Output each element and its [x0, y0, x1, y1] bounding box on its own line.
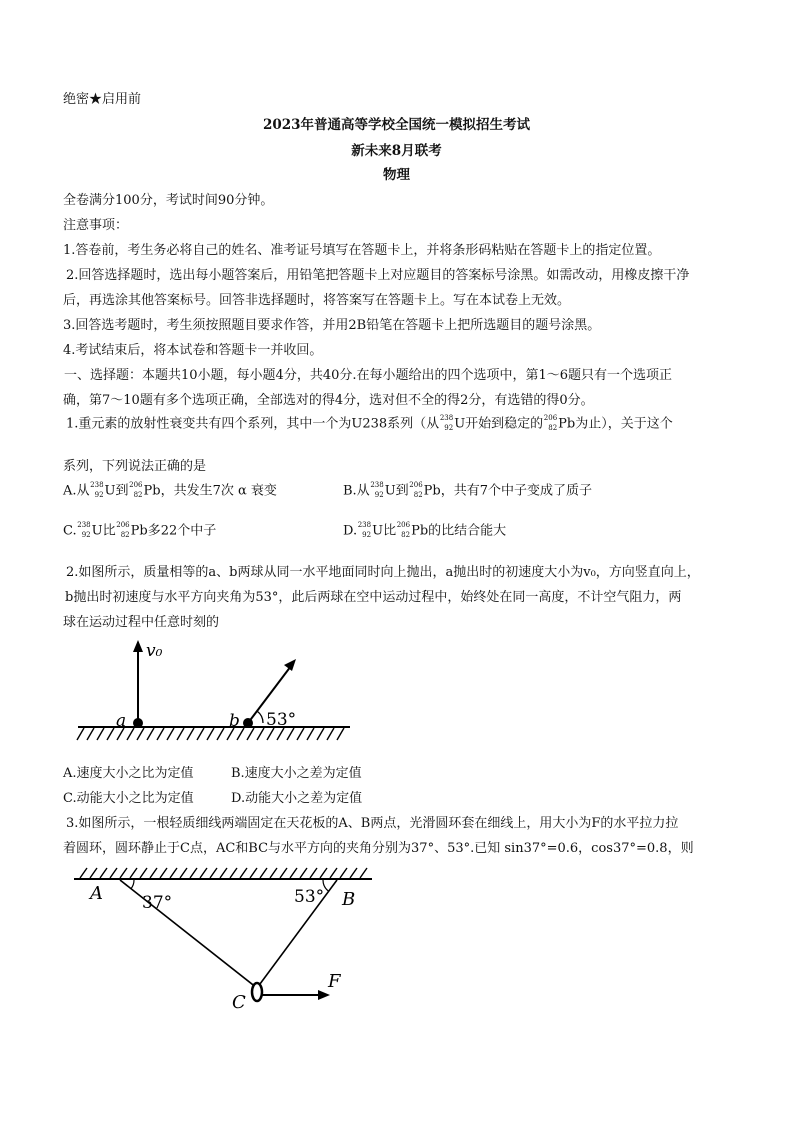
q3-stem-cont: 着圆环，圆环静止于C点，AC和BC与水平方向的夹角分别为37°、53°.已知 sin37°=0.6，cos37°=0.8，则: [63, 841, 694, 856]
label-F: F: [328, 971, 341, 992]
notes-title: 注意事项：: [63, 218, 129, 233]
q1-stem-cont: 系列，下列说法正确的是: [63, 459, 207, 474]
angle-53-label: 53°: [266, 710, 297, 730]
label-C: C: [232, 992, 246, 1013]
q2-option-c: C.动能大小之比为定值: [63, 791, 194, 806]
ceiling-hatching: [80, 868, 367, 878]
string-ac: [120, 880, 257, 988]
nuclide-u238: 238 92: [439, 414, 454, 432]
section-heading: 一、选择题：本题共10小题，每小题4分，共40分.在每小题给出的四个选项中，第1～6题只有一个选项正: [64, 368, 673, 383]
angle-37-label: 37°: [142, 893, 173, 913]
exam-subject: 物理: [383, 167, 410, 183]
q1-option-c: C. 238 92 U比 206 82 Pb多22个中子: [63, 521, 217, 539]
q2-stem: 2.如图所示，质量相等的a、b两球从同一水平地面同时向上抛出，a抛出时的初速度大小为v₀，方向竖直向上，: [66, 565, 700, 580]
q1-option-d: D. 238 92 U比 206 82 Pb的比结合能大: [343, 521, 507, 539]
score-info: 全卷满分100分，考试时间90分钟。: [63, 193, 274, 208]
nuclide-pb206: 206 82: [543, 414, 558, 432]
q2-stem-cont2: 球在运动过程中任意时刻的: [63, 615, 220, 630]
q2-option-b: B.速度大小之差为定值: [231, 766, 362, 781]
note-2-cont: 后，再选涂其他答案标号。回答非选择题时，将答案写在答题卡上。写在本试卷上无效。: [63, 293, 571, 308]
q2-option-d: D.动能大小之差为定值: [231, 791, 363, 806]
q2-option-a: A.速度大小之比为定值: [63, 766, 194, 781]
label-A: A: [90, 883, 103, 904]
q3-figure: [62, 864, 382, 1019]
ring-c: [252, 983, 262, 1001]
q1-stem: 1.重元素的放射性衰变共有四个系列，其中一个为U238系列（从 238 92 U开始到稳定的 206 82 Pb为止），关于这个: [66, 414, 673, 432]
v0-label: v₀: [146, 641, 163, 661]
q2-stem-cont1: b抛出时初速度与水平方向夹角为53°，此后两球在空中运动过程中，始终处在同一高度，不计空气阻力，两: [65, 590, 682, 605]
note-2: 2.回答选择题时，选出每小题答案后，用铅笔把答题卡上对应题目的答案标号涂黑。如需改动，用橡皮擦干净: [66, 268, 690, 283]
q2-figure: [70, 636, 360, 748]
exam-subtitle: 新未来8月联考: [351, 143, 442, 159]
angle-a-arc: [131, 880, 134, 889]
note-3: 3.回答选考题时，考生须按照题目要求作答，并用2B铅笔在答题卡上把所选题目的题号涂黑。: [63, 318, 601, 333]
note-4: 4.考试结束后，将本试卷和答题卡一并收回。: [63, 343, 323, 358]
exam-title: 2023年普通高等学校全国统一模拟招生考试: [262, 117, 531, 133]
label-B: B: [342, 889, 356, 910]
section-heading-cont: 确，第7～10题有多个选项正确，全部选对的得4分，选对但不全的得2分，有选错的得0分。: [63, 393, 594, 408]
angle-arc: [257, 711, 263, 723]
note-1: 1.答卷前，考生务必将自己的姓名、准考证号填写在答题卡上，并将条形码粘贴在答题卡上的指定位置。: [63, 243, 661, 258]
angle-53-label: 53°: [294, 887, 325, 907]
q3-stem: 3.如图所示，一根轻质细线两端固定在天花板的A、B两点，光滑圆环套在细线上，用大小为F的水平拉力拉: [66, 816, 679, 831]
confidential-label: 绝密★启用前: [63, 92, 142, 107]
q1-option-b: B.从 238 92 U到 206 82 Pb，共有7个中子变成了质子: [343, 481, 593, 499]
label-b: b: [229, 711, 240, 731]
q1-option-a: A.从 238 92 U到 206 82 Pb，共发生7次 α 衰变: [63, 481, 277, 499]
label-a: a: [116, 711, 127, 731]
